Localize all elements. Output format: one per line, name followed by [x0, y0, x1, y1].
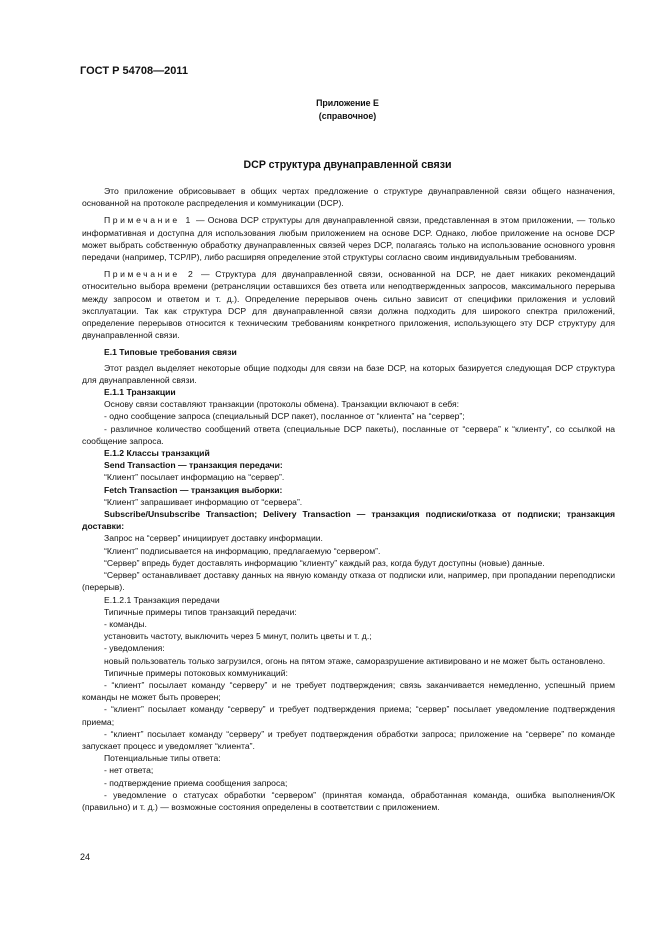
list-item: - “клиент” посылает команду “серверу” и требует подтверждения обработки запроса; приложение на “сервере” по команде запускает процесс и уведомляет “клиента”. [82, 728, 615, 751]
list-item: - нет ответа; [104, 765, 154, 776]
annex-label [80, 97, 615, 122]
section-e121-heading: Е.1.2.1 Транзакция передачи [104, 594, 220, 605]
list-item: - одно сообщение запроса (специальный DCP пакет), посланное от “клиента” на “сервер”; [104, 411, 465, 422]
send-transaction-heading: Send Transaction — транзакция передачи: [104, 460, 283, 471]
list-item: - подтверждение приема сообщения запроса; [104, 777, 288, 788]
subscribe-line: “Клиент” подписывается на информацию, предлагаемую “сервером”. [104, 545, 381, 556]
subscribe-line: Запрос на “сервер” инициирует доставку информации. [104, 533, 323, 544]
document-body [82, 185, 615, 813]
annex-status: (справочное) [318, 110, 377, 121]
document-code: ГОСТ Р 54708—2011 [80, 65, 188, 77]
section-e1-text: Этот раздел выделяет некоторые общие подходы для связи на базе DCP, на которых базируется следующая DCP структура для двунаправленной связи. [82, 362, 615, 385]
annex-title: Приложение Е [316, 98, 379, 108]
intro-paragraph: Это приложение обрисовывает в общих чертах предложение о структуре двунаправленной связи общего назначения, основанной на протоколе распределения и коммуникации (DCP). [82, 186, 615, 209]
list-item: - “клиент” посылает команду “серверу” и не требует подтверждения; связь заканчивается немедленно, успешный прием команды не может быть проверен; [82, 679, 615, 703]
note-1-label: Примечание 1 [104, 215, 193, 226]
subscribe-line: “Сервер” останавливает доставку данных на явную команду отказа от подписки или, например, при пропадании переподписки (перерыв). [82, 570, 615, 593]
annex-heading: DCP структура двунаправленной связи [243, 159, 452, 171]
section-e11-text: Основу связи составляют транзакции (протоколы обмена). Транзакции включают в себя: [104, 399, 460, 410]
list-item-example: новый пользователь только загрузился, огонь на пятом этаже, саморазрушение активировано и не может быть остановлено. [104, 655, 606, 666]
list-item: - уведомление о статусах обработки “сервером” (принятая команда, обработанная команда, ошибка выполнения/ОК (правильно) и т. д.) — возможные состояния определены в соответствии с приложением. [82, 789, 615, 812]
fetch-transaction-heading: Fetch Transaction — транзакция выборки: [104, 484, 283, 495]
fetch-transaction-text: “Клиент” запрашивает информацию от “сервера”. [104, 496, 303, 507]
list-item: - “клиент” посылает команду “серверу” и требует подтверждения приема; “сервер” посылает уведомление подтверждения приема; [82, 704, 615, 727]
page-number: 24 [80, 852, 91, 862]
list-item: - различное количество сообщений ответа (специальные DCP пакеты), посланные от “сервера” к “клиенту”, со ссылкой на сообщение запроса. [82, 423, 615, 446]
send-transaction-text: “Клиент” посылает информацию на “сервер”. [104, 472, 285, 483]
list-item: - уведомления: [104, 643, 165, 654]
list-item-example: установить частоту, выключить через 5 минут, полить цветы и т. д.; [104, 631, 372, 642]
section-e11-heading: Е.1.1 Транзакции [104, 387, 176, 398]
note-1-text: — Основа DCP структуры для двунаправленной связи, представленная в этом приложении, — только информативная и доступна для использования любым приложением на основе DCP. Однако, любое приложение на основе DCP может выбрать собственную обработку двунаправленных связей через DCP, полагаясь только на использование основного уровня передачи (например, TCP/IP), либо расширяя определение этой структуры согласно своим индивидуальным требованиям. [82, 215, 616, 263]
answers-heading: Потенциальные типы ответа: [104, 753, 221, 764]
note-2-label: Примечание 2 [104, 269, 196, 280]
stream-heading: Типичные примеры потоковых коммуникаций: [104, 667, 288, 678]
note-2 [82, 268, 615, 341]
section-e1-heading: Е.1 Типовые требования связи [104, 347, 237, 358]
list-item: - команды. [104, 618, 147, 629]
note-2-text: — Структура для двунаправленной связи, основанной на DCP, не дает никаких рекомендаций относительно выбора времени (ретрансляции оставшихся без ответа или неподтвержденных запросов, максимального перерыва между запросом и ответом и т. д.). Определение перерывов очень сильно зависит от специфики приложения и условий эксплуатации. Так как структура DCP для двунаправленной связи должна подходить для широкого спектра приложений, определение перерывов относится к техническим требованиям конкретного приложения, использующего эту DCP структуру для двунаправленной связи. [82, 269, 616, 341]
subscribe-transaction-heading: Subscribe/Unsubscribe Transaction; Delivery Transaction — транзакция подписки/отказа от подписки; транзакция доставки: [82, 509, 615, 532]
note-1 [82, 214, 615, 263]
subscribe-line: “Сервер” впредь будет доставлять информацию “клиенту” каждый раз, когда будут доступны (новые) данные. [104, 557, 545, 568]
section-e12-heading: Е.1.2 Классы транзакций [104, 448, 210, 459]
section-e121-text: Типичные примеры типов транзакций передачи: [104, 606, 297, 617]
